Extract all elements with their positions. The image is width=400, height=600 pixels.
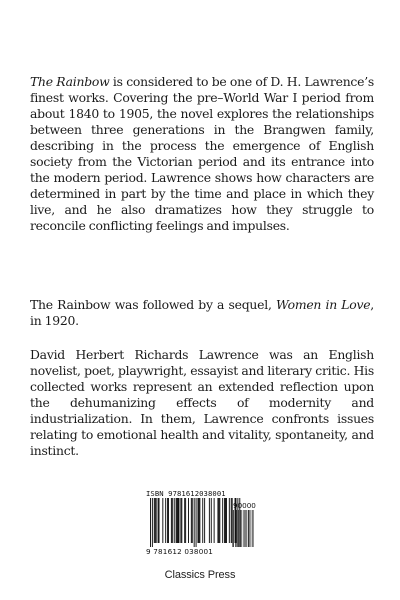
barcode-guard-bar [194, 498, 195, 547]
barcode-bar [191, 498, 192, 543]
barcode-bar [168, 498, 169, 543]
barcode-guard-bar [196, 498, 197, 547]
author-bio-text: David Herbert Richards Lawrence was an English novelist, poet, playwright, essayist and literary critic. His collected works represent an extended reflection upon the dehumanizing effects of modernity and industrialization. In them, Lawrence confronts issues relating to emotional health and vitality, spontaneity, and instinct. [30, 347, 374, 458]
barcode-bar [226, 498, 227, 543]
description-paragraph-2 [30, 297, 374, 329]
barcode-bar [165, 498, 166, 543]
author-bio-paragraph [30, 347, 374, 459]
barcode-bar [171, 498, 172, 543]
barcode-bar [159, 498, 160, 543]
barcode-bar [172, 498, 173, 543]
publisher-name: Classics Press [164, 569, 236, 581]
description-paragraph-1 [30, 74, 374, 234]
barcode-bar [222, 498, 223, 543]
book-title: The Rainbow [30, 74, 110, 89]
barcode-bar [214, 498, 215, 543]
barcode-bar [209, 498, 210, 543]
barcode-bar [211, 498, 212, 543]
barcode-bar [155, 498, 156, 543]
price-code: 90000 [233, 501, 256, 510]
barcode-bar [174, 498, 175, 543]
barcode-bar [162, 498, 163, 543]
barcode-bar [177, 498, 178, 543]
barcode-bar [225, 498, 226, 543]
barcode-bar [181, 498, 182, 543]
barcode-bar [231, 498, 232, 543]
isbn-label: ISBN 9781612038001 [146, 489, 226, 498]
barcode-digits: 9 781612 038001 [146, 547, 214, 556]
barcode-bar [184, 498, 185, 543]
barcode-guard-bar [150, 498, 151, 547]
barcode-bar [204, 498, 205, 543]
barcode-guard-bar [152, 498, 153, 547]
barcode-bar [219, 498, 220, 543]
barcode-bar [217, 498, 218, 543]
barcode-bar [176, 498, 177, 543]
barcode-bar [158, 498, 159, 543]
sequel-title: Women in Love [275, 297, 371, 312]
barcode-bar [154, 498, 155, 543]
barcode-bar [185, 498, 186, 543]
description-text-1: is considered to be one of D. H. Lawrence’s finest works. Covering the pre–World War I period from about 1840 to 1905, the novel explores the relationships between three generations in the Brangwen family, describing in the process the emergence of English society from the Victorian period and its entrance into the modern period. Lawrence shows how characters are determined in part by the time and place in which they live, and he also dramatizes how they struggle to reconcile conflicting feelings and impulses. [30, 74, 374, 233]
barcode-bar [198, 498, 199, 543]
barcode-bar [218, 498, 219, 543]
barcode-bar [188, 498, 189, 543]
barcode-bar [179, 498, 180, 543]
barcode-bar [167, 498, 168, 543]
description-text-2: The Rainbow was followed by a sequel, [30, 297, 276, 312]
barcode-bar [180, 498, 181, 543]
description-text-2-end: , in 1920. [30, 297, 374, 328]
barcode-bar [178, 498, 179, 543]
barcode-bar [199, 498, 200, 543]
barcode-bar [224, 498, 225, 543]
barcode-bar [229, 498, 230, 543]
barcode-bar [192, 498, 193, 543]
barcode-bar [156, 498, 157, 543]
barcode-bar [198, 498, 199, 543]
barcode-bar [202, 498, 203, 543]
